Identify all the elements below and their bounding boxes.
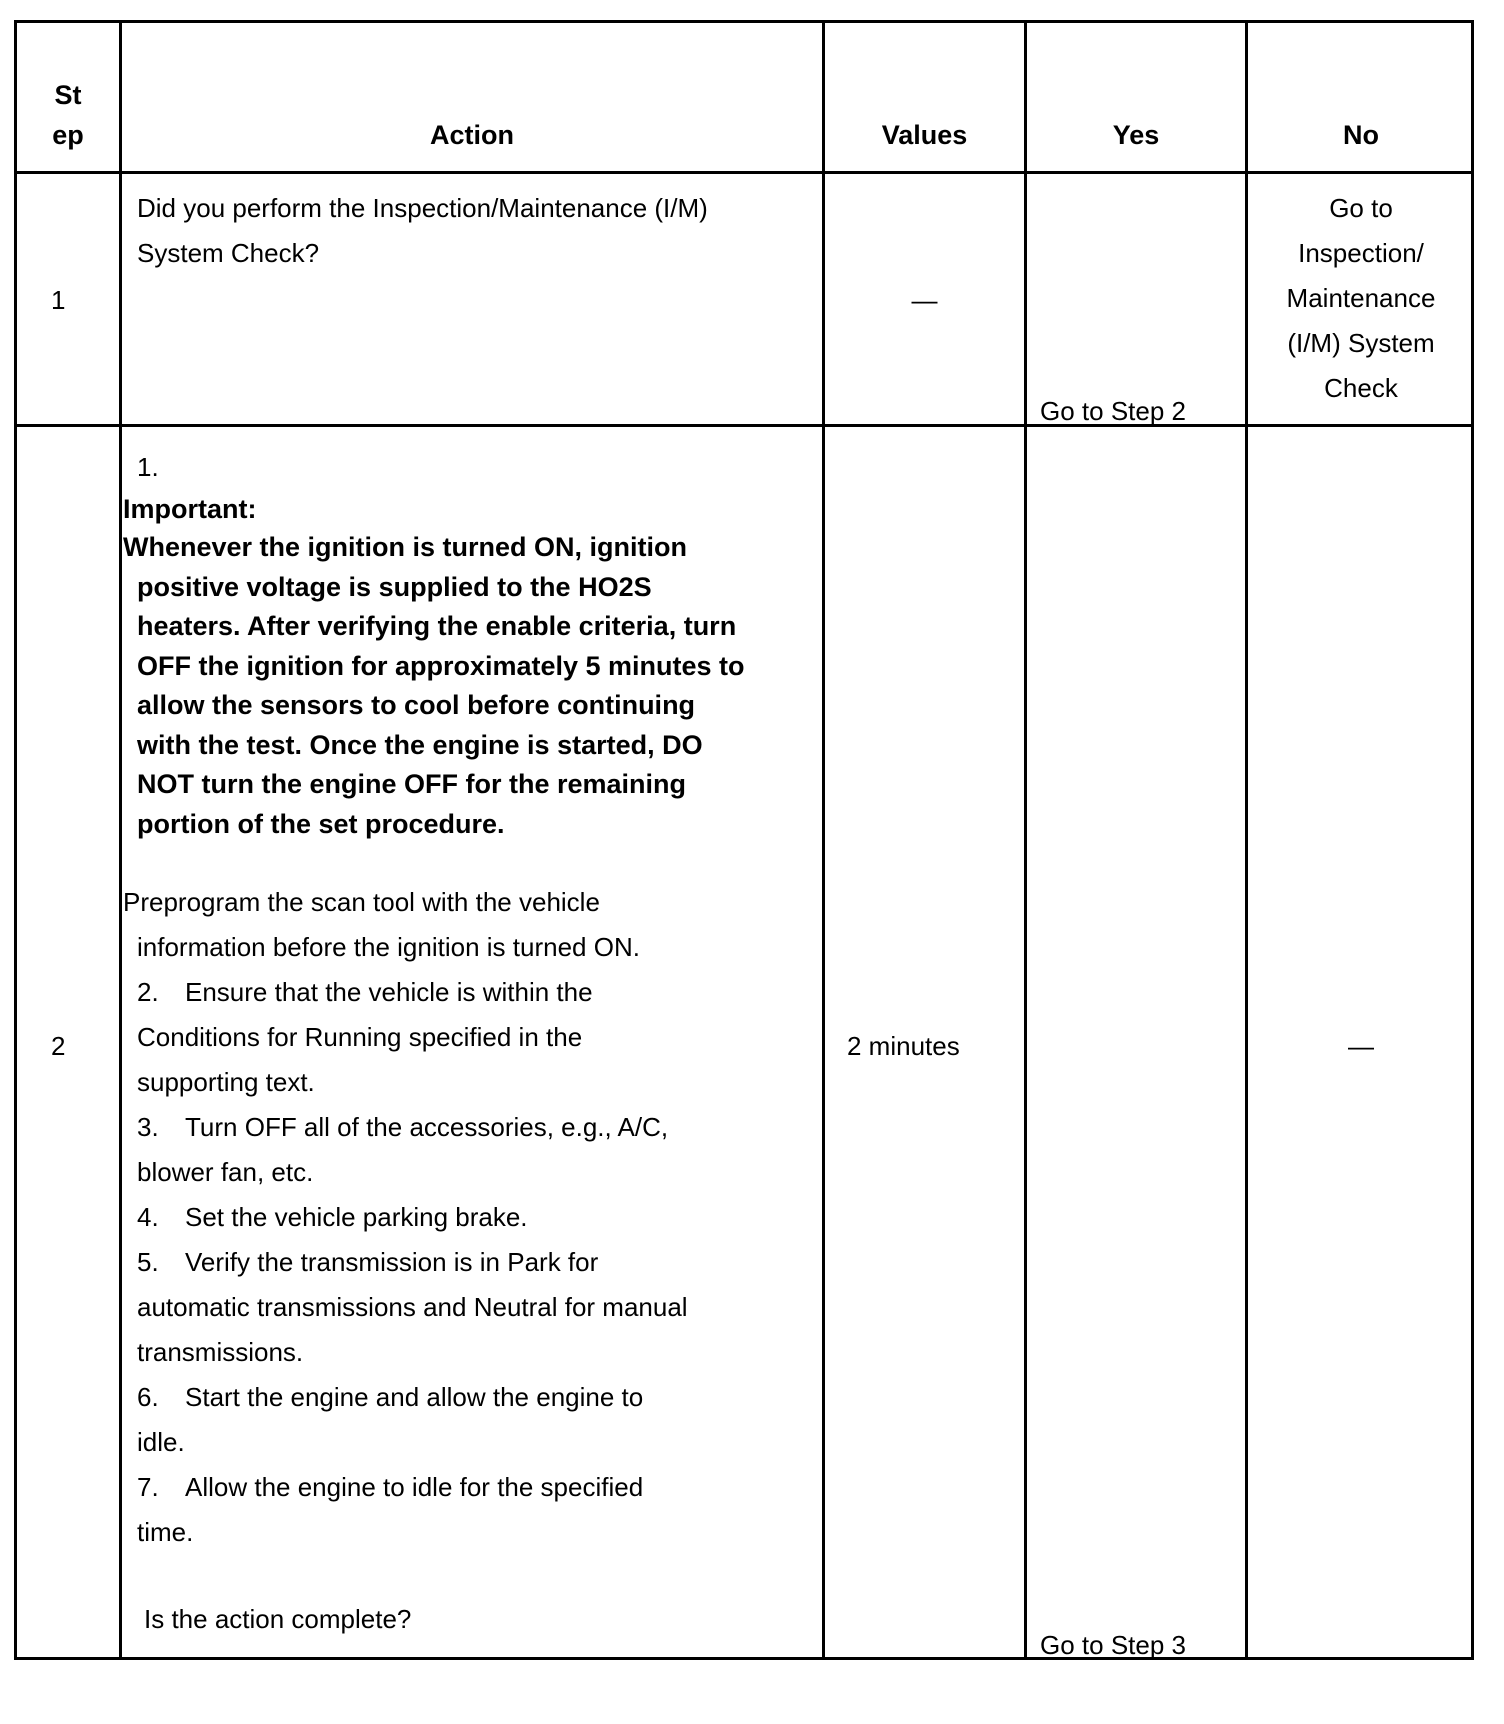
important-text: heaters. After verifying the enable criteria, turn	[137, 611, 737, 641]
row1-no-line: Check	[1324, 373, 1398, 403]
row1-no-line: Go to	[1329, 193, 1393, 223]
list-item-number: 2.	[137, 977, 159, 1007]
header-values: Values	[881, 120, 968, 150]
row1-no-line: Maintenance	[1286, 283, 1436, 313]
important-text: positive voltage is supplied to the HO2S	[137, 571, 652, 602]
list-item	[123, 1240, 818, 1285]
row1-values: —	[911, 285, 938, 315]
row-divider	[17, 171, 1471, 174]
important-text: Whenever the ignition is turned ON, ignition	[123, 532, 687, 562]
row2-yes: Go to Step 3	[1040, 1630, 1186, 1660]
item-1-number: 1.	[137, 452, 159, 482]
list-item-text: automatic transmissions and Neutral for manual	[137, 1292, 688, 1322]
list-item	[123, 1195, 818, 1240]
column-divider	[822, 23, 825, 1657]
list-item-text: Verify the transmission is in Park for	[185, 1247, 599, 1277]
list-item-text: Set the vehicle parking brake.	[185, 1202, 528, 1232]
header-step	[17, 75, 119, 155]
preprogram-text: information before the ignition is turned ON.	[137, 932, 640, 962]
row1-action-line: Did you perform the Inspection/Maintenance (I/M)	[137, 193, 708, 223]
list-item-text: idle.	[137, 1427, 185, 1457]
list-item-number: 4.	[137, 1202, 159, 1232]
list-item-text: supporting text.	[137, 1067, 315, 1097]
row1-action-line: System Check?	[137, 238, 320, 268]
row1-no-line: Inspection/	[1298, 238, 1424, 268]
list-item-text: transmissions.	[137, 1337, 304, 1367]
list-item-text: time.	[137, 1517, 194, 1547]
row2-no: —	[1348, 1031, 1374, 1061]
important-text: portion of the set procedure.	[137, 808, 505, 839]
important-text: OFF the ignition for approximately 5 minutes to	[137, 650, 745, 681]
row2-values: 2 minutes	[847, 1031, 960, 1061]
list-item-text: Allow the engine to idle for the specified	[185, 1472, 644, 1502]
row1-action	[137, 186, 708, 276]
header-no: No	[1343, 120, 1379, 150]
list-item-text: Start the engine and allow the engine to	[185, 1382, 644, 1412]
row2-action	[123, 445, 818, 1642]
list-item-number: 6.	[137, 1382, 159, 1412]
important-label: Important:	[123, 494, 257, 524]
action-question: Is the action complete?	[144, 1604, 412, 1634]
list-item	[123, 970, 818, 1015]
row1-no	[1248, 186, 1474, 411]
important-text: NOT turn the engine OFF for the remaining	[137, 769, 687, 799]
list-item	[123, 1105, 818, 1150]
diagnostic-table	[14, 20, 1474, 1660]
row1-yes: Go to Step 2	[1040, 396, 1186, 426]
row-divider	[17, 424, 1471, 427]
header-yes: Yes	[1112, 120, 1160, 150]
list-item-number: 7.	[137, 1472, 159, 1502]
header-step-line1: St	[54, 80, 82, 110]
list-item-text: Turn OFF all of the accessories, e.g., A/C,	[185, 1112, 669, 1142]
row1-no-line: (I/M) System	[1287, 328, 1435, 358]
list-item-text: Conditions for Running specified in the	[137, 1022, 583, 1052]
header-action: Action	[430, 120, 514, 150]
column-divider	[119, 23, 122, 1657]
header-step-line2: ep	[52, 120, 84, 150]
important-text: allow the sensors to cool before continuing	[137, 690, 696, 720]
list-item-number: 5.	[137, 1247, 159, 1277]
list-item	[123, 1375, 818, 1420]
important-text: with the test. Once the engine is started, DO	[137, 729, 703, 760]
list-item-text: Ensure that the vehicle is within the	[185, 977, 593, 1007]
list-item-text: blower fan, etc.	[137, 1157, 314, 1187]
row1-step: 1	[51, 285, 66, 315]
list-item-number: 3.	[137, 1112, 159, 1142]
column-divider	[1024, 23, 1027, 1657]
row2-step: 2	[51, 1031, 66, 1061]
preprogram-text: Preprogram the scan tool with the vehicle	[123, 887, 600, 917]
list-item	[123, 1465, 818, 1510]
